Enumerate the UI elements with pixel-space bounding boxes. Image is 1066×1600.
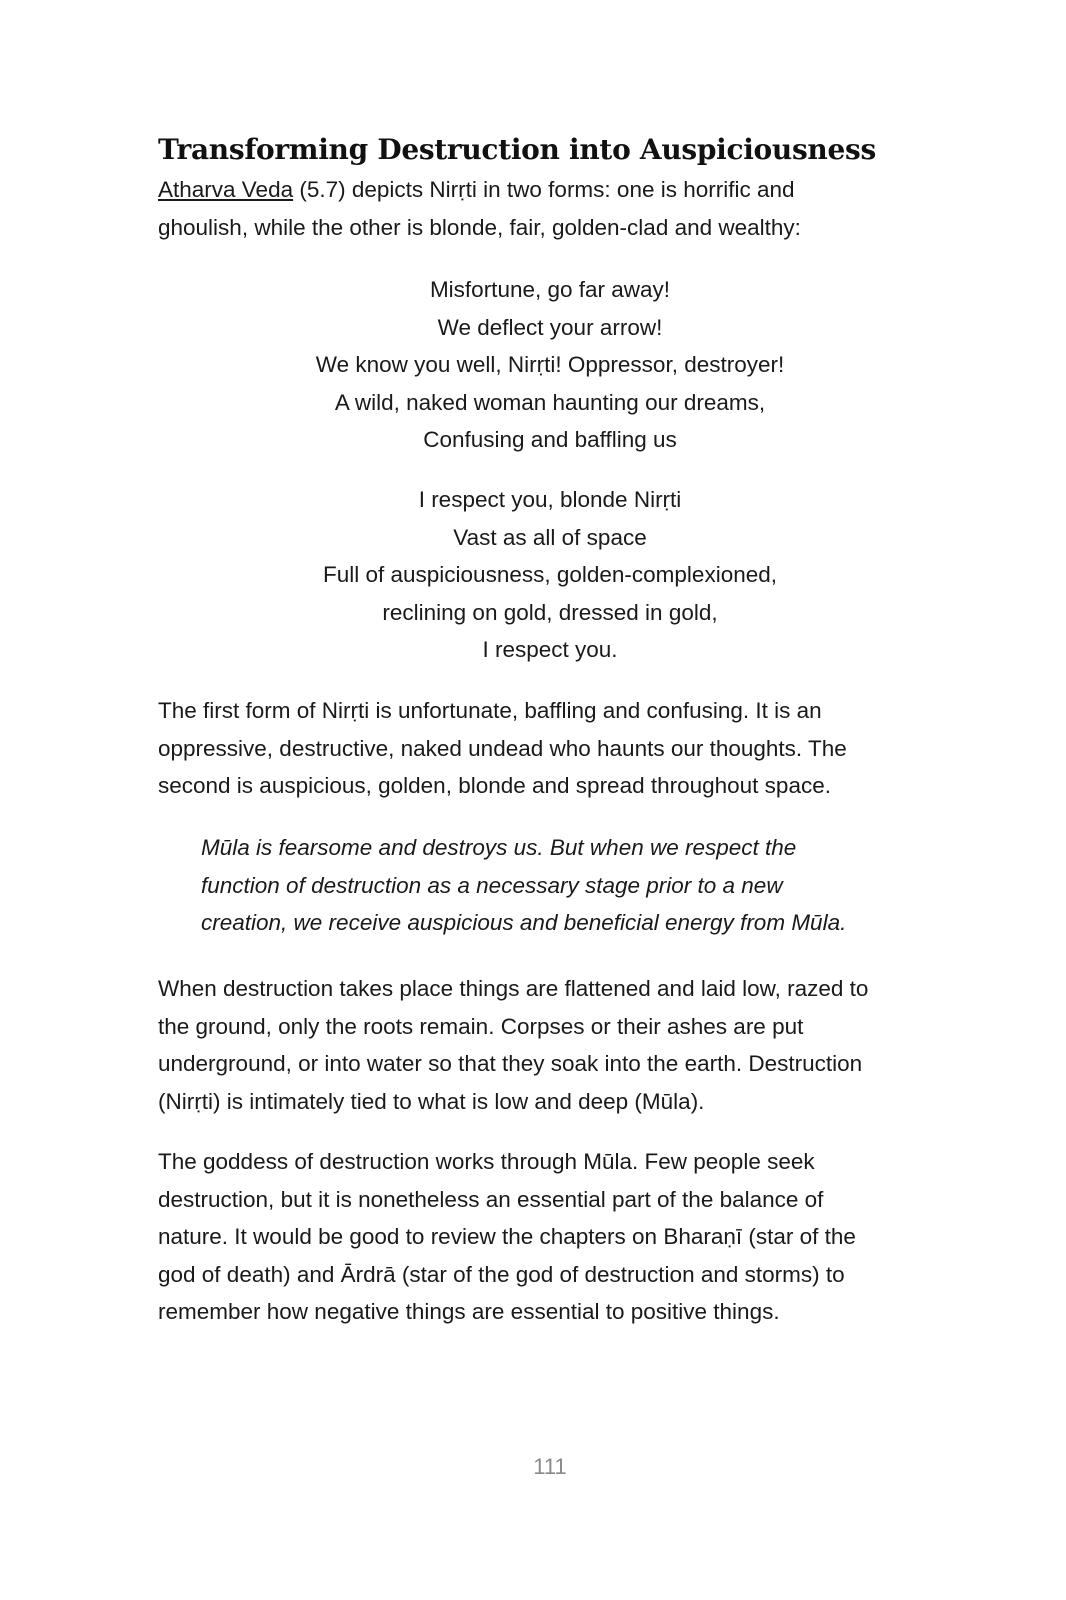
- verse-line: Confusing and baffling us: [423, 427, 677, 452]
- paragraph-line: second is auspicious, golden, blonde and spread throughout space.: [158, 773, 831, 798]
- paragraph-line: When destruction takes place things are flattened and laid low, razed to: [158, 976, 869, 1001]
- verse-stanza-1: [158, 271, 942, 459]
- paragraph-line: (Nirṛti) is intimately tied to what is low and deep (Mūla).: [158, 1088, 705, 1114]
- verse-line: reclining on gold, dressed in gold,: [382, 599, 718, 625]
- body-paragraph-1: [158, 692, 948, 805]
- intro-line-1: [158, 171, 948, 209]
- verse-stanza-2: [158, 481, 942, 669]
- intro-line-1-text: (5.7) depicts Nirṛti in two forms: one is horrific and: [293, 177, 795, 202]
- verse-line: A wild, naked woman haunting our dreams,: [334, 389, 766, 415]
- paragraph-line: underground, or into water so that they soak into the earth. Destruction: [158, 1051, 863, 1076]
- paragraph-line: nature. It would be good to review the chapters on Bharaṇī (star of the: [158, 1224, 856, 1249]
- paragraph-line: the ground, only the roots remain. Corpses or their ashes are put: [158, 1013, 804, 1039]
- verse-line: Misfortune, go far away!: [429, 277, 671, 302]
- paragraph-line: remember how negative things are essential to positive things.: [158, 1299, 780, 1324]
- verse-line: I respect you.: [482, 637, 618, 662]
- paragraph-line: destruction, but it is nonetheless an essential part of the balance of: [158, 1186, 824, 1212]
- section-heading: Transforming Destruction into Auspiciousness: [158, 133, 876, 166]
- italic-quote-block: [201, 829, 961, 942]
- intro-line-2: ghoulish, while the other is blonde, fair, golden-clad and wealthy:: [158, 214, 801, 240]
- verse-line: We deflect your arrow!: [437, 314, 663, 340]
- intro-paragraph: [158, 171, 948, 246]
- paragraph-line: god of death) and Ārdrā (star of the god of destruction and storms) to: [158, 1261, 845, 1287]
- page-number: 111: [533, 1454, 567, 1479]
- body-paragraph-2: [158, 970, 948, 1120]
- verse-line: We know you well, Nirṛti! Oppressor, destroyer!: [315, 352, 785, 377]
- verse-line: Full of auspiciousness, golden-complexioned,: [322, 562, 777, 587]
- body-paragraph-3: [158, 1143, 948, 1331]
- quote-line: creation, we receive auspicious and beneficial energy from Mūla.: [201, 910, 847, 935]
- paragraph-line: The first form of Nirṛti is unfortunate, baffling and confusing. It is an: [158, 698, 822, 723]
- verse-line: I respect you, blonde Nirṛti: [418, 487, 682, 512]
- quote-line: Mūla is fearsome and destroys us. But when we respect the: [201, 835, 797, 860]
- atharva-veda-link[interactable]: Atharva Veda: [158, 177, 294, 202]
- verse-line: Vast as all of space: [453, 524, 647, 550]
- paragraph-line: The goddess of destruction works through Mūla. Few people seek: [158, 1149, 815, 1174]
- paragraph-line: oppressive, destructive, naked undead who haunts our thoughts. The: [158, 735, 847, 761]
- quote-line: function of destruction as a necessary stage prior to a new: [201, 872, 783, 898]
